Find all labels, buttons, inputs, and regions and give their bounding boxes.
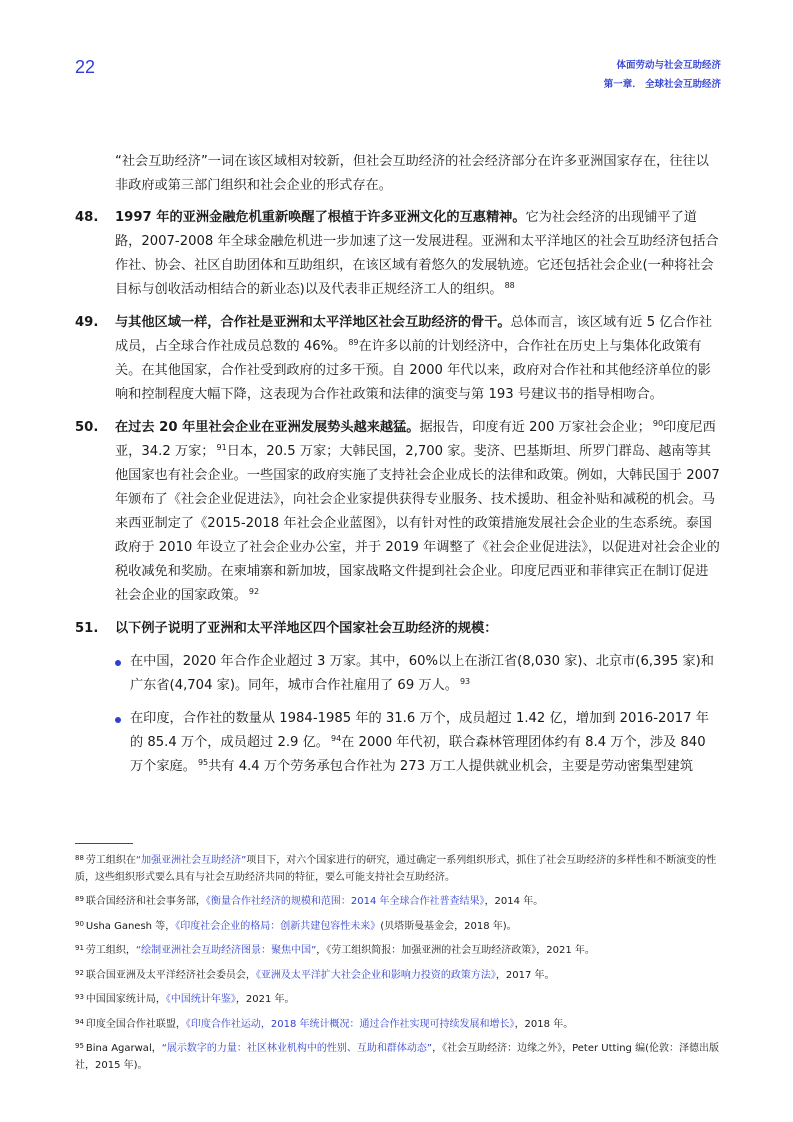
footnote-link[interactable]: “展示数字的力量：社区林业机构中的性别、互助和群体动态”	[161, 1043, 433, 1054]
footnote-ref[interactable]: 89	[348, 338, 359, 347]
paragraph-lead: 与其他区域一样，合作社是亚洲和太平洋地区社会互助经济的骨干。	[115, 315, 511, 330]
footnotes	[75, 850, 723, 1079]
footnote-number: 89	[75, 895, 84, 903]
footnote-text: 联合国经济和社会事务部，	[85, 896, 206, 907]
paragraph-number: 49.	[75, 315, 99, 330]
chapter-title: 第一章． 全球社会互助经济	[603, 79, 721, 90]
bullet-list	[75, 650, 720, 779]
footnote-link[interactable]: 《亚洲及太平洋扩大社会企业和影响力投资的政策方法》	[255, 969, 496, 981]
paragraph-text: 日本，20.5 万家；大韩民国，2,700 家。斐济、巴基斯坦、所罗门群岛、越南等其他国家也有社会企业。一些国家的政府实施了支持社会企业成长的法律和政策。例如，大韩民国于 2007 年颁布了《社会企业促进法》，向社会企业家提供获得专业服务、技术援助、租金补贴和减税的机会。马来西亚制定了《2015-2018 年社会企业蓝图》，以有针对性的政策措施发展社会企业的生态系统。泰国政府于 2010 年设立了社会企业办公室，并于 2019 年调整了《社会企业促进法》，以促进对社会企业的税收减免和奖励。在柬埔寨和新加坡，国家战略文件提到社会企业。印度尼西亚和菲律宾正在制订促进社会企业的国家政策。	[115, 444, 720, 603]
footnote-link[interactable]: 《中国统计年鉴》	[165, 994, 236, 1005]
footnote-number: 88	[75, 854, 84, 862]
footnote-ref[interactable]: 92	[248, 587, 260, 596]
paragraph-number: 48.	[75, 210, 99, 225]
bullet-icon	[115, 717, 121, 723]
list-item	[115, 707, 720, 779]
footnote-number: 94	[75, 1017, 84, 1026]
footnote-text: ，2014 年。	[484, 896, 544, 907]
footnote-text: ，2017 年。	[495, 969, 555, 981]
footnote-number: 90	[75, 919, 84, 928]
bullet-icon	[115, 660, 121, 666]
paragraph-text: 据报告，印度有近 200 万家社会企业；	[419, 420, 651, 435]
footnote-ref[interactable]: 88	[504, 281, 515, 290]
footnote	[75, 940, 723, 960]
list-item-text: 在中国，2020 年合作企业超过 3 万家。其中，60%以上在浙江省(8,030 家)、北京市(6,395 家)和广东省(4,704 家)。同年，城市合作社雇用了 69 万人。	[130, 654, 714, 693]
footnote	[75, 1014, 723, 1034]
report-title: 体面劳动与社会互助经济	[616, 60, 721, 71]
footnote-number: 95	[75, 1042, 84, 1050]
footnote	[75, 916, 723, 936]
footnote-text: 联合国亚洲及太平洋经济社会委员会，	[85, 969, 256, 981]
list-item-text: 在印度，合作社的数量从 1984-1985 年的 31.6 万个，成员超过 1.42 亿，增加到 2016-2017 年的 85.4 万个，成员超过 2.9 亿。	[130, 711, 709, 750]
footnote-link[interactable]: 《衡量合作社经济的规模和范围：2014 年全球合作社普查结果》	[205, 896, 485, 907]
footnote	[75, 891, 723, 911]
list-item-text: 共有 4.4 万个劳务承包合作社为 273 万工人提供就业机会，主要是劳动密集型建筑	[208, 759, 694, 774]
footnote-text: 劳工组织在	[85, 855, 136, 866]
footnote-text: ，2018 年。	[514, 1018, 574, 1030]
running-head	[604, 56, 721, 94]
paragraph-48	[75, 206, 720, 302]
paragraph-number: 51.	[75, 621, 99, 636]
footnote-text: 印度全国合作社联盟，	[85, 1018, 186, 1030]
footnote-link[interactable]: 《印度社会企业的格局：创新共建包容性未来》	[175, 920, 381, 932]
footnote-ref[interactable]: 95	[197, 758, 209, 767]
paragraph-text: 印度尼西亚，34.2 万家；	[115, 420, 716, 459]
footnote-text: (贝塔斯曼基金会，2018 年)。	[380, 920, 517, 932]
intro-paragraph: “社会互助经济”一词在该区域相对较新，但社会互助经济的社会经济部分在许多亚洲国家存在，往往以非政府或第三部门组织和社会企业的形式存在。	[115, 154, 709, 193]
footnote-ref[interactable]: 93	[459, 677, 471, 686]
footnote-link[interactable]: “加强亚洲社会互助经济”	[135, 855, 247, 866]
list-item	[115, 650, 720, 698]
paragraph-text: 在许多以前的计划经济中，合作社在历史上与集体化政策有关。在其他国家，合作社受到政府的过多干预。自 2000 年代以来，政府对合作社和其他经济单位的影响和控制程度大幅下降，这表现为合作社政策和法律的演变与第 193 号建议书的指导相吻合。	[115, 339, 711, 402]
footnote-text: 劳工组织，	[85, 945, 136, 956]
footnote-number: 93	[75, 993, 84, 1001]
footnote-ref[interactable]: 94	[330, 734, 342, 743]
page-number: 22	[75, 57, 96, 77]
footnote	[75, 965, 723, 985]
paragraph-text: 它为社会经济的出现铺平了道路，2007-2008 年全球金融危机进一步加速了这一发展进程。亚洲和太平洋地区的社会互助经济包括合作社、协会、社区自助团体和互助组织，在该区域有着悠久的发展轨迹。它还包括社会企业(一种将社会目标与创收活动相结合的新业态)以及代表非正规经济工人的组织。	[115, 210, 719, 297]
paragraph-50	[75, 416, 720, 608]
footnote-link[interactable]: 《印度合作社运动，2018 年统计概况：通过合作社实现可持续发展和增长》	[185, 1018, 515, 1030]
body-text	[75, 150, 720, 788]
footnote-text: Bina Agarwal，	[85, 1043, 162, 1054]
footnote-text: 中国国家统计局，	[85, 994, 166, 1005]
paragraph-49	[75, 311, 720, 407]
footnote-ref[interactable]: 91	[216, 443, 227, 452]
footnote-text: Usha Ganesh 等，	[85, 920, 176, 932]
footnote	[75, 850, 723, 886]
footnote-text: ，2021 年。	[235, 994, 295, 1005]
footnote-number: 92	[75, 968, 84, 977]
footnote-text: 项目下，对六个国家进行的研究，通过确定一系列组织形式，抓住了社会互助经济的多样性和不断演变的性质，这些组织形式要么具有与社会互助经济共同的特征，要么可能支持社会互助经济。	[75, 855, 717, 883]
footnote	[75, 1038, 723, 1074]
paragraph-lead: 1997 年的亚洲金融危机重新唤醒了根植于许多亚洲文化的互惠精神。	[115, 210, 526, 225]
paragraph-text: 总体而言，该区域有近 5 亿合作社成员，占全球合作社成员总数的 46%。	[115, 315, 713, 354]
paragraph-51	[75, 617, 720, 641]
footnote-text: ，《社会互助经济：边缘之外》，Peter Utting 编(伦敦：泽德出版社，2015 年)。	[75, 1043, 719, 1071]
paragraph-lead: 在过去 20 年里社会企业在亚洲发展势头越来越猛。	[115, 420, 420, 435]
list-item-text: 在 2000 年代初，联合森林管理团体约有 8.4 万个，涉及 840 万个家庭。	[130, 735, 706, 774]
footnote-divider	[75, 843, 133, 844]
footnote-number: 91	[75, 944, 84, 952]
paragraph-number: 50.	[75, 420, 99, 435]
footnote-link[interactable]: “绘制亚洲社会互助经济图景：聚焦中国”	[135, 945, 317, 956]
paragraph-lead: 以下例子说明了亚洲和太平洋地区四个国家社会互助经济的规模：	[115, 621, 498, 636]
footnote-ref[interactable]: 90	[652, 419, 664, 428]
footnote-text: ，《劳工组织简报：加强亚洲的社会互助经济政策》，2021 年。	[316, 945, 595, 956]
footnote	[75, 989, 723, 1009]
